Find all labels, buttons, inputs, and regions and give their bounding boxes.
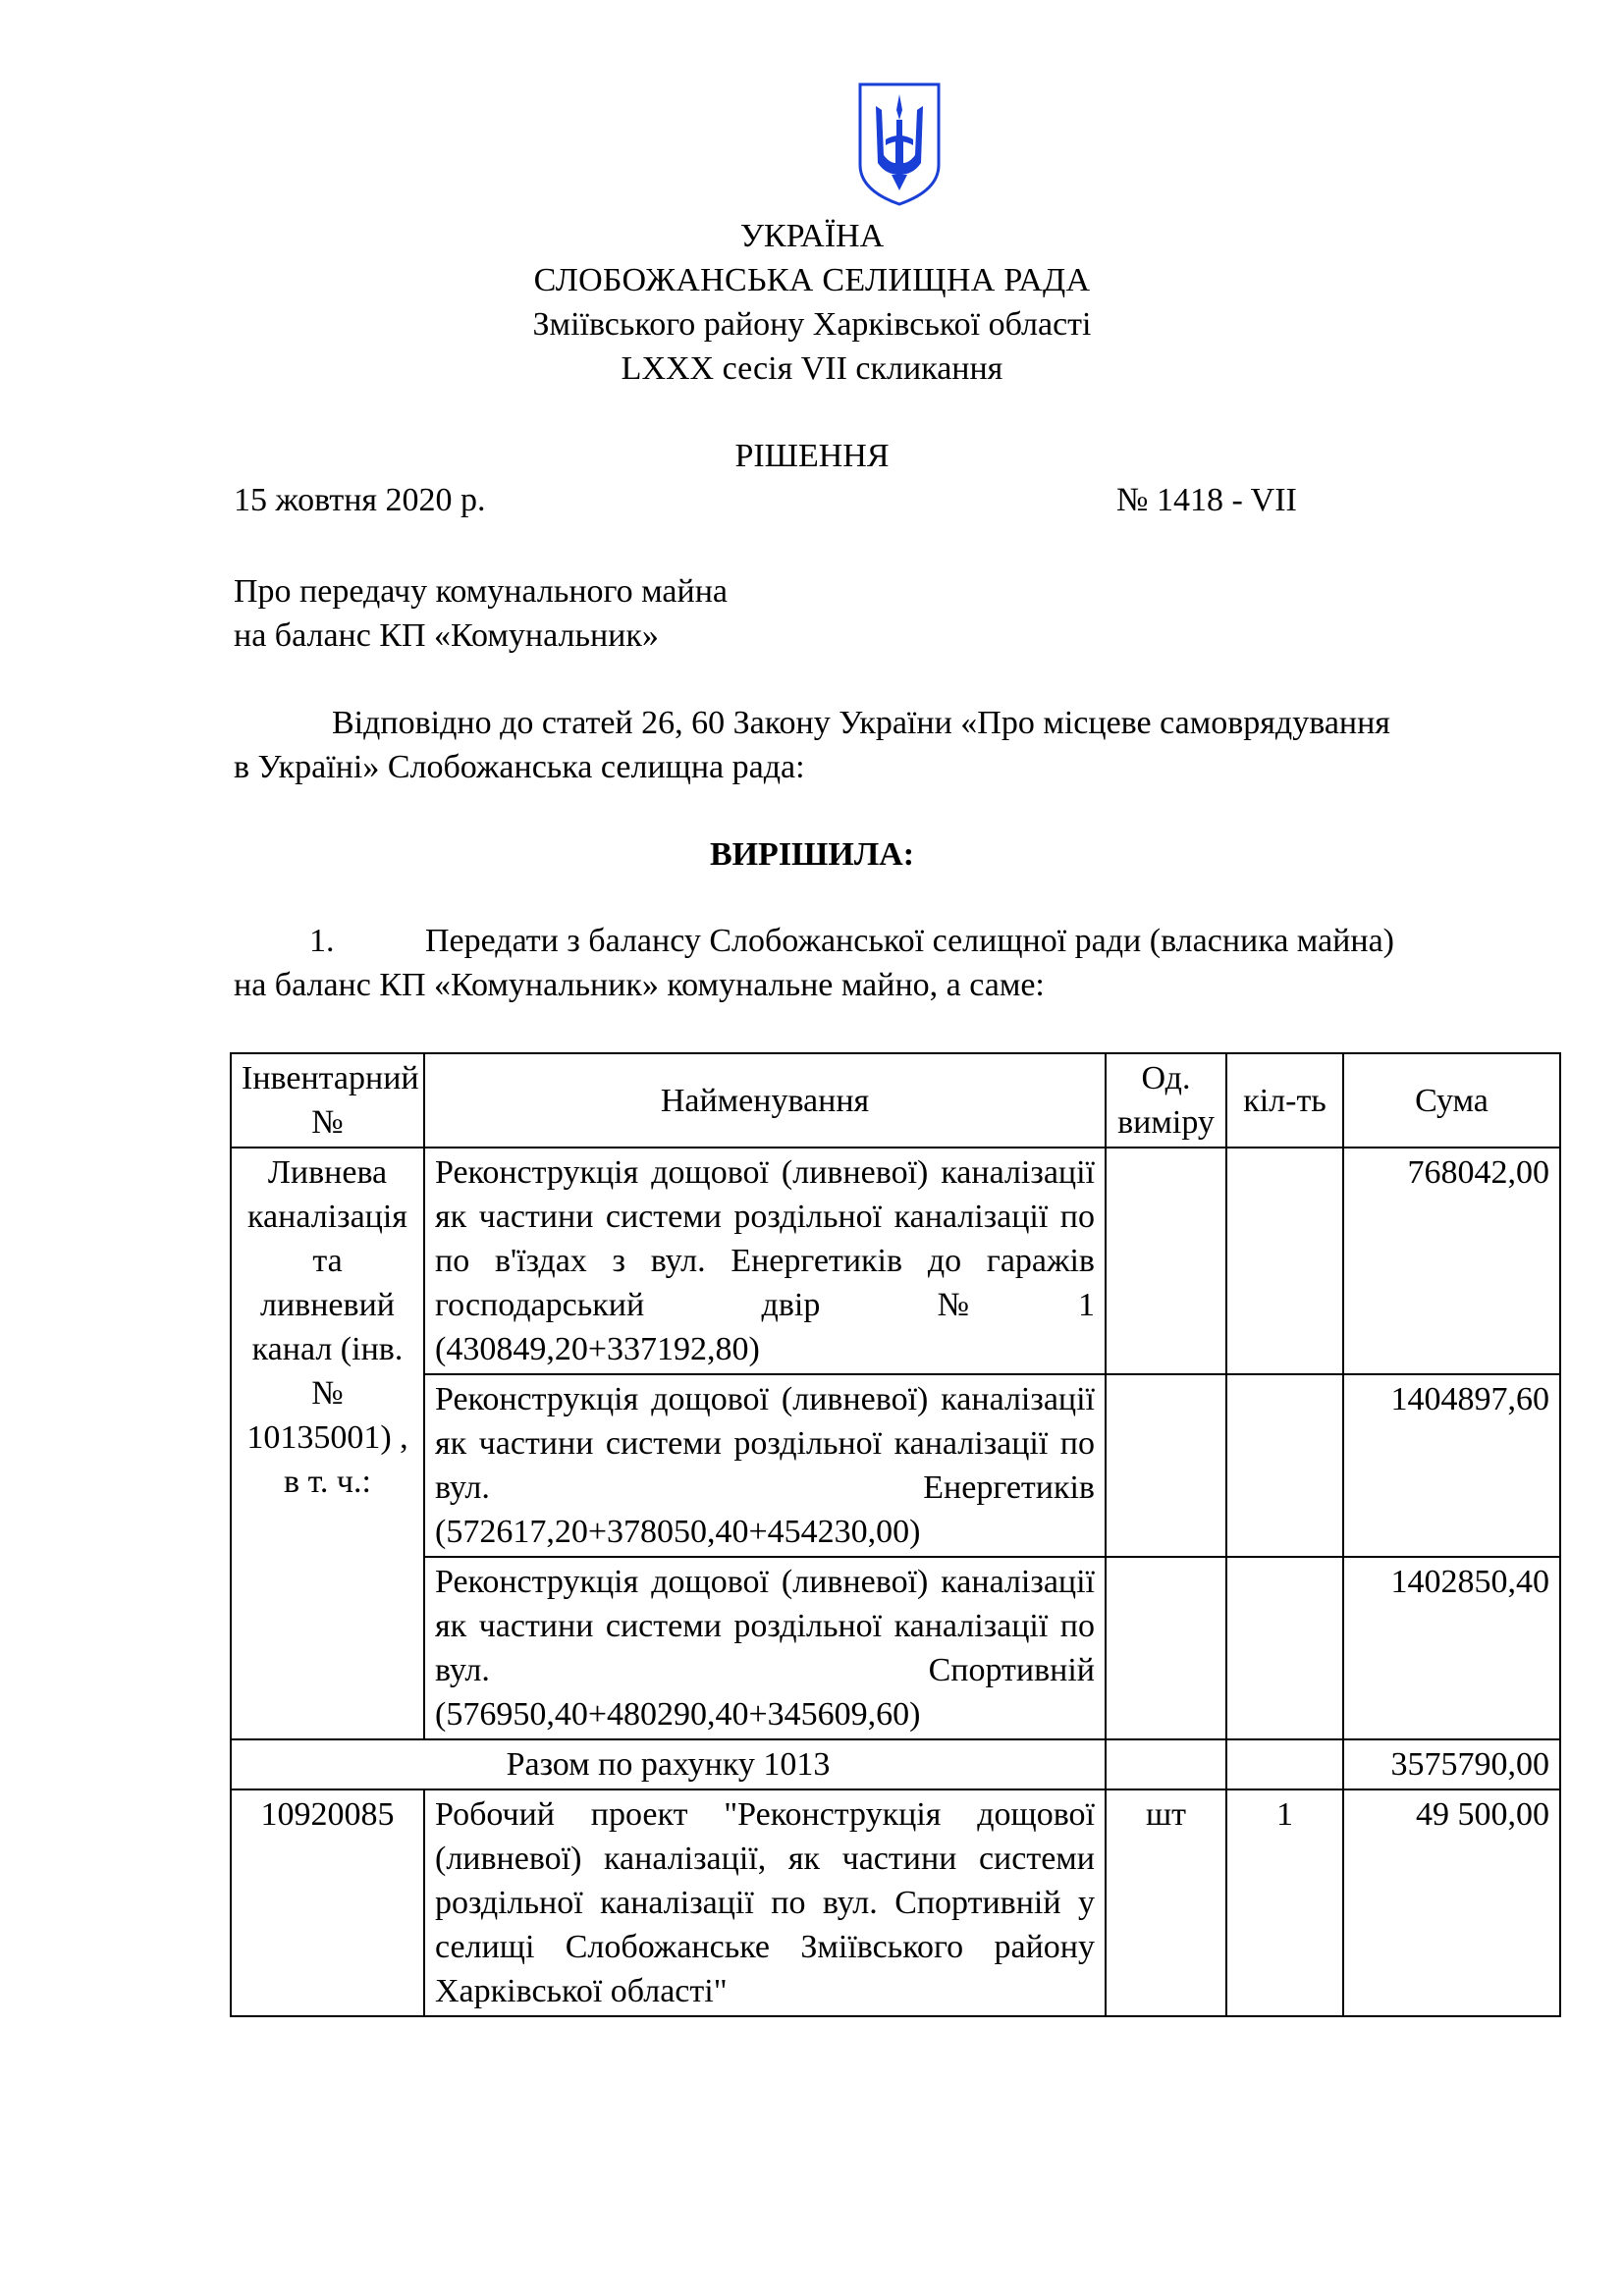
cell-unit bbox=[1106, 1739, 1226, 1789]
cell-name-text: Реконструкція дощової (ливневої) каналізації як частини системи роздільної каналізації по по в'їздах з вул. Енергетиків до гаражів господарський двір №1 bbox=[435, 1154, 1095, 1323]
cell-name bbox=[424, 1789, 1106, 2016]
cell-unit bbox=[1106, 1374, 1226, 1557]
item-text-line: Передати з балансу Слобожанської селищної ради (власника майна) bbox=[425, 923, 1394, 959]
cell-name-text: Реконструкція дощової (ливневої) каналізації як частини системи роздільної каналізації по вул. Енергетиків bbox=[435, 1381, 1095, 1506]
table-total-row bbox=[231, 1739, 1560, 1789]
resolved-heading: ВИРІШИЛА: bbox=[709, 836, 915, 873]
session-info: LXXX сесія VII скликання bbox=[621, 350, 1003, 387]
item-number: 1. bbox=[309, 923, 335, 959]
cell-sum: 1402850,40 bbox=[1343, 1557, 1560, 1739]
cell-unit bbox=[1106, 1557, 1226, 1739]
cell-qty bbox=[1226, 1739, 1343, 1789]
document-type: РІШЕННЯ bbox=[734, 438, 890, 474]
cell-sum: 1404897,60 bbox=[1343, 1374, 1560, 1557]
item-text-line: на баланс КП «Комунальник» комунальне майно, а саме: bbox=[234, 967, 1045, 1003]
cell-unit bbox=[1106, 1148, 1226, 1374]
council-name: СЛОБОЖАНСЬКА СЕЛИЩНА РАДА bbox=[533, 262, 1091, 298]
table-row bbox=[231, 1148, 1560, 1374]
cell-name-tail: (430849,20+337192,80) bbox=[435, 1331, 760, 1367]
table-row bbox=[231, 1557, 1560, 1739]
header-unit: Од. виміру bbox=[1106, 1053, 1226, 1148]
cell-name-text: Реконструкція дощової (ливневої) каналізації як частини системи роздільної каналізації по вул. Спортивній bbox=[435, 1564, 1095, 1688]
table-row bbox=[231, 1789, 1560, 2016]
cell-qty: 1 bbox=[1226, 1789, 1343, 2016]
cell-unit: шт bbox=[1106, 1789, 1226, 2016]
cell-name bbox=[424, 1374, 1106, 1557]
intro-paragraph-line: Відповідно до статей 26, 60 Закону України «Про місцеве самоврядування bbox=[332, 705, 1390, 741]
decision-number: № 1418 - VII bbox=[1116, 482, 1297, 518]
cell-sum: 768042,00 bbox=[1343, 1148, 1560, 1374]
decision-date: 15 жовтня 2020 р. bbox=[234, 482, 486, 518]
cell-name-tail: (572617,20+378050,40+454230,00) bbox=[435, 1514, 921, 1550]
cell-name-tail: Харківської області" bbox=[435, 1973, 728, 2009]
trident-coat-of-arms-icon bbox=[856, 80, 943, 208]
header-qty: кіл-ть bbox=[1226, 1053, 1343, 1148]
cell-name bbox=[424, 1148, 1106, 1374]
total-sum: 3575790,00 bbox=[1343, 1739, 1560, 1789]
intro-paragraph-line: в Україні» Слобожанська селищна рада: bbox=[234, 749, 805, 785]
cell-name-text: Робочий проект "Реконструкція дощової (ливневої) каналізації, як частини системи роздільної каналізації по вул. Спортивній у селищі Слобожанське Зміївського району bbox=[435, 1796, 1095, 1965]
total-label: Разом по рахунку 1013 bbox=[231, 1739, 1106, 1789]
table-header-row bbox=[231, 1053, 1560, 1148]
cell-sum: 49 500,00 bbox=[1343, 1789, 1560, 2016]
header-name: Найменування bbox=[424, 1053, 1106, 1148]
subject-line: на баланс КП «Комунальник» bbox=[234, 617, 659, 654]
cell-inventory: Ливнева каналізація та ливневий канал (інв.№ 10135001) , в т. ч.: bbox=[231, 1148, 424, 1739]
cell-qty bbox=[1226, 1557, 1343, 1739]
cell-qty bbox=[1226, 1374, 1343, 1557]
country-name: УКРАЇНА bbox=[739, 218, 885, 254]
header-sum: Сума bbox=[1343, 1053, 1560, 1148]
table-row bbox=[231, 1374, 1560, 1557]
header-inventory: Інвентарний № bbox=[231, 1053, 424, 1148]
subject-line: Про передачу комунального майна bbox=[234, 573, 728, 610]
cell-inventory: 10920085 bbox=[231, 1789, 424, 2016]
cell-name-tail: (576950,40+480290,40+345609,60) bbox=[435, 1696, 921, 1733]
cell-qty bbox=[1226, 1148, 1343, 1374]
district-name: Зміївського району Харківської області bbox=[532, 306, 1092, 343]
assets-table bbox=[230, 1052, 1561, 2017]
cell-name bbox=[424, 1557, 1106, 1739]
